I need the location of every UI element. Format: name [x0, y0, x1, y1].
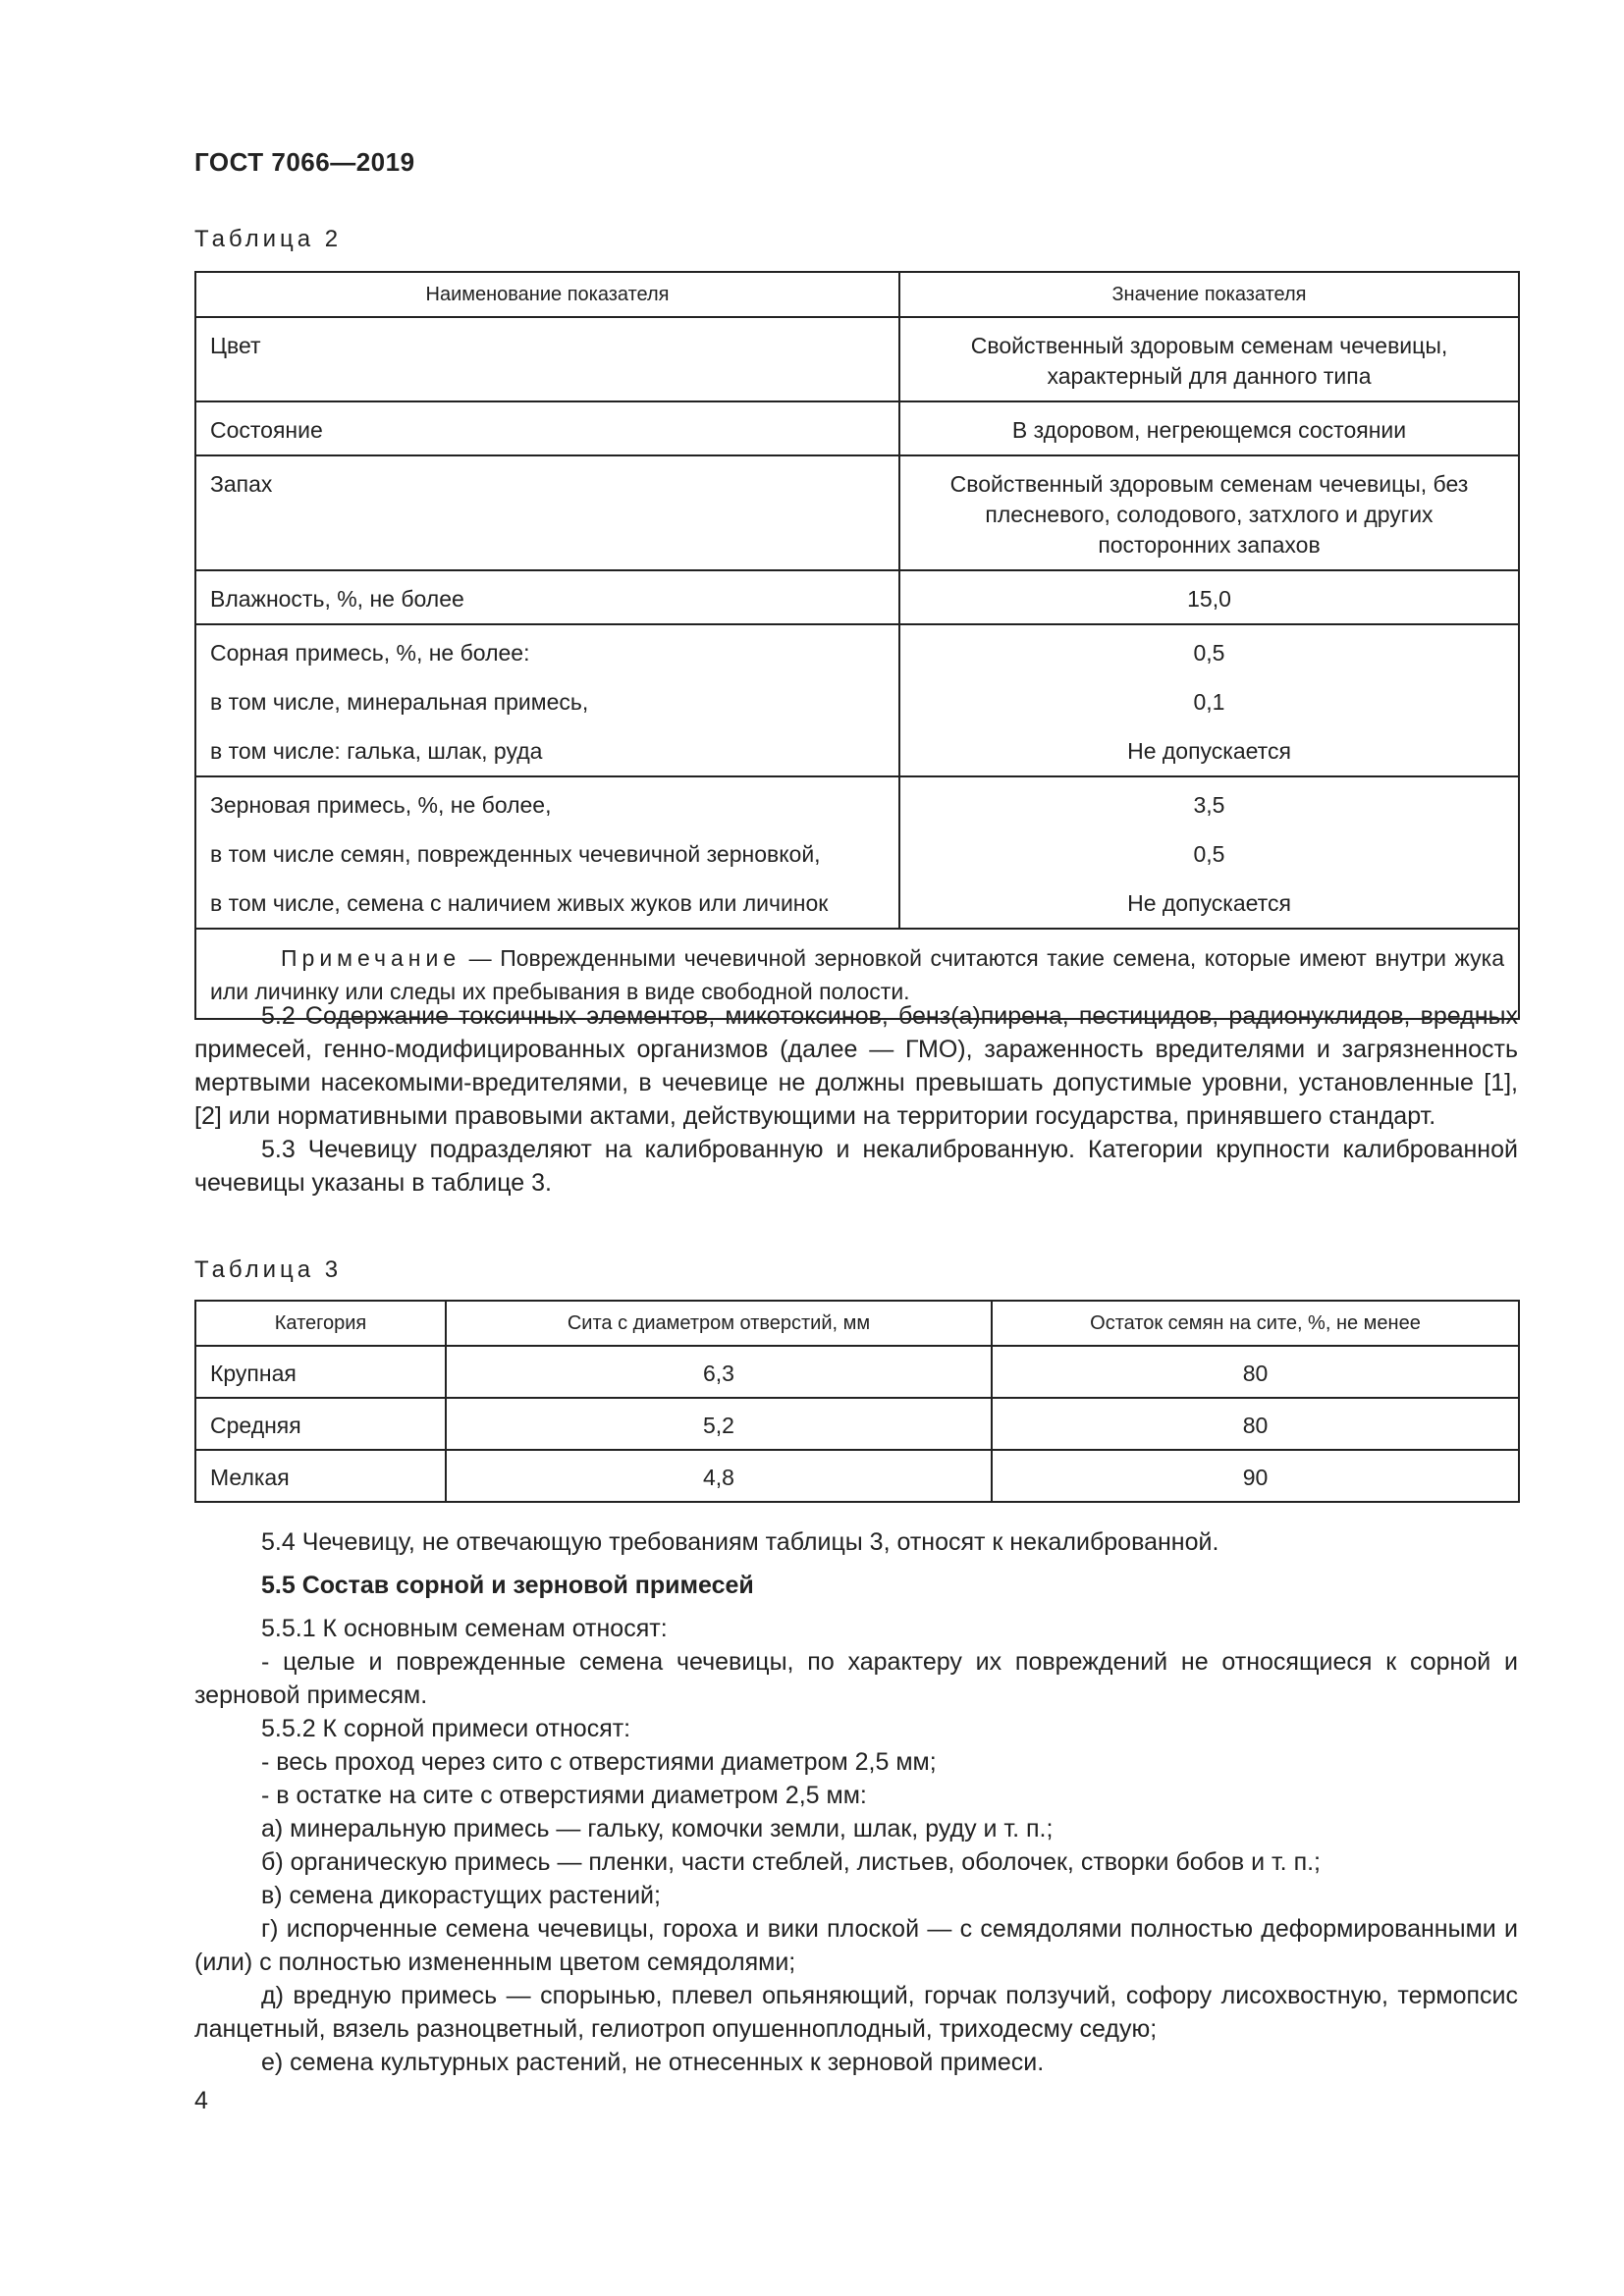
list-item: - целые и поврежденные семена чечевицы, по характеру их повреждений не относящиеся к сорной и зерновой примесям.	[194, 1648, 1518, 1709]
table-row	[195, 401, 1519, 455]
indicator-value: В здоровом, негреющемся состоянии	[1011, 417, 1407, 443]
table-3-header-cell: Категория	[195, 1301, 446, 1346]
residue-percent-cell: 80	[992, 1346, 1519, 1398]
list-item: г) испорченные семена чечевицы, гороха и вики плоской — с семядолями полностью деформированными и (или) с полностью измененным цветом семядолями;	[194, 1915, 1518, 1976]
table-row	[195, 776, 1519, 929]
table-2-header-cell: Значение показателя	[899, 272, 1519, 317]
table-row	[195, 317, 1519, 401]
list-item: д) вредную примесь — спорынью, плевел опьяняющий, горчак ползучий, софору лисохвостную, термопсис ланцетный, вязель разноцветный, гелиотроп опушенноплодный, триходесму седую;	[194, 1982, 1518, 2043]
indicator-name: в том числе, семена с наличием живых жуков или личинок	[210, 890, 829, 916]
table-2-header-cell: Наименование показателя	[195, 272, 899, 317]
table-3	[194, 1300, 1520, 1503]
note-text: — Поврежденными чечевичной зерновкой считаются такие семена, которые имеют внутри жука или личинку или следы их пребывания в виде свободной полости.	[210, 945, 1504, 1004]
paragraph-5-3: 5.3 Чечевицу подразделяют на калиброванную и некалиброванную. Категории крупности калиброванной чечевицы указаны в таблице 3.	[194, 1136, 1518, 1197]
document-header: ГОСТ 7066—2019	[194, 147, 415, 177]
residue-percent-cell: 80	[992, 1398, 1519, 1450]
paragraph-5-2: 5.2 Содержание токсичных элементов, микотоксинов, бенз(а)пирена, пестицидов, радионуклидов, вредных примесей, генно-модифицированных организмов (далее — ГМО), зараженность вредителями и загрязненность мертвыми насекомыми-вредителями, в чечевице не должны превышать допустимые уровни, установленные [1], [2] или нормативными правовыми актами, действующими на территории государства, принявшего стандарт.	[194, 1002, 1518, 1130]
indicator-name-cell	[195, 776, 899, 929]
indicator-name: в том числе семян, поврежденных чечевичной зерновкой,	[210, 841, 821, 867]
indicator-value: 0,5	[1193, 640, 1225, 666]
paragraph-5-4: 5.4 Чечевицу, не отвечающую требованиям таблицы 3, относят к некалиброванной.	[261, 1528, 1219, 1556]
list-item: б) органическую примесь — пленки, части стеблей, листьев, оболочек, створки бобов и т. п.;	[261, 1848, 1322, 1876]
list-item: в) семена дикорастущих растений;	[261, 1882, 661, 1909]
indicator-name-cell	[195, 317, 899, 401]
indicator-name: Сорная примесь, %, не более:	[210, 640, 530, 666]
indicator-value: Не допускается	[1127, 890, 1291, 916]
page-number: 4	[194, 2087, 208, 2114]
category-cell: Средняя	[195, 1398, 446, 1450]
category-cell: Крупная	[195, 1346, 446, 1398]
indicator-name-cell	[195, 624, 899, 776]
sieve-diameter-cell: 5,2	[446, 1398, 992, 1450]
indicator-value-cell	[899, 776, 1519, 929]
indicator-value: 0,5	[1193, 841, 1225, 867]
table-row	[195, 1450, 1519, 1502]
category-cell: Мелкая	[195, 1450, 446, 1502]
indicator-name-cell	[195, 401, 899, 455]
list-item: - весь проход через сито с отверстиями диаметром 2,5 мм;	[261, 1748, 937, 1776]
indicator-value: Свойственный здоровым семенам чечевицы, без плесневого, солодового, затхлого и других посторонних запахов	[949, 471, 1469, 558]
indicator-name: Зерновая примесь, %, не более,	[210, 792, 552, 818]
table-3-header-cell: Сита с диаметром отверстий, мм	[446, 1301, 992, 1346]
sieve-diameter-cell: 6,3	[446, 1346, 992, 1398]
list-item: - в остатке на сите с отверстиями диаметром 2,5 мм:	[261, 1782, 867, 1809]
paragraph-5-5-2: 5.5.2 К сорной примеси относят:	[261, 1715, 631, 1742]
table-3-caption: Таблица 3	[194, 1256, 343, 1283]
sieve-diameter-cell: 4,8	[446, 1450, 992, 1502]
indicator-name: Состояние	[210, 417, 323, 443]
table-2-header-row	[195, 272, 1519, 317]
table-row	[195, 455, 1519, 570]
indicator-name: Цвет	[210, 333, 261, 358]
table-row	[195, 624, 1519, 776]
indicator-name-cell	[195, 455, 899, 570]
list-item: а) минеральную примесь — гальку, комочки земли, шлак, руду и т. п.;	[261, 1815, 1054, 1842]
table-2-caption: Таблица 2	[194, 226, 343, 252]
indicator-name: Влажность, %, не более	[210, 586, 464, 612]
table-2	[194, 271, 1520, 1020]
table-row	[195, 1398, 1519, 1450]
indicator-value-cell	[899, 401, 1519, 455]
table-row	[195, 570, 1519, 624]
indicator-value-cell	[899, 317, 1519, 401]
indicator-value: 0,1	[1193, 689, 1225, 715]
section-heading-5-5: 5.5 Состав сорной и зерновой примесей	[261, 1572, 754, 1599]
list-item: е) семена культурных растений, не отнесенных к зерновой примеси.	[261, 2049, 1045, 2076]
indicator-value: Не допускается	[1127, 738, 1291, 764]
indicator-value: Свойственный здоровым семенам чечевицы, характерный для данного типа	[970, 333, 1448, 389]
body-section-a	[194, 999, 1518, 1200]
table-row	[195, 1346, 1519, 1398]
table-3-header-row	[195, 1301, 1519, 1346]
indicator-name: в том числе: галька, шлак, руда	[210, 738, 543, 764]
indicator-name: в том числе, минеральная примесь,	[210, 689, 589, 715]
note-label: Примечание	[281, 945, 461, 971]
residue-percent-cell: 90	[992, 1450, 1519, 1502]
indicator-name-cell	[195, 570, 899, 624]
indicator-value: 3,5	[1193, 792, 1225, 818]
body-section-b	[194, 1525, 1518, 2079]
indicator-name: Запах	[210, 471, 273, 497]
indicator-value-cell	[899, 624, 1519, 776]
indicator-value: 15,0	[1187, 586, 1231, 612]
table-3-header-cell: Остаток семян на сите, %, не менее	[992, 1301, 1519, 1346]
indicator-value-cell	[899, 570, 1519, 624]
paragraph-5-5-1: 5.5.1 К основным семенам относят:	[261, 1615, 668, 1642]
indicator-value-cell	[899, 455, 1519, 570]
